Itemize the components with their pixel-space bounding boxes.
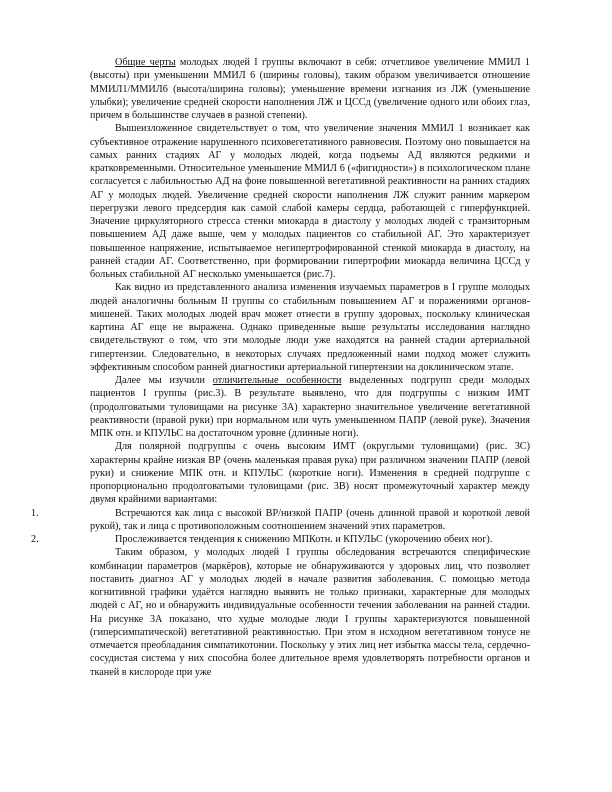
underlined-term: отличительные особенности	[212, 375, 342, 386]
numbered-list-item	[31, 507, 530, 534]
paragraph-common-features	[90, 56, 530, 122]
list-item-text: Прослеживается тенденция к снижению МПКотн. и КПУЛЬС (укорочению обеих ног).	[115, 534, 493, 545]
list-number: 2.	[31, 534, 39, 545]
paragraph-text: Как видно из представленного анализа изменения изучаемых параметров в I группе молодых людей аналогичны больным II группы со стабильным повышением АГ и поражениями органов-мишеней. Таких молодых людей врач может отнести в группу здоровых, поскольку клиническая картина АГ еще не выражена. Однако приведенные выше результаты исследования наглядно свидетельствуют о том, что эти молодые люди уже находятся на ранней стадии артериальной гипертензии. Следовательно, в некоторых случаях предложенный нами подход может служить эффективным способом ранней диагностики артериальной гипертензии на доклиническом этапе.	[90, 282, 530, 373]
underlined-term: Общие черты	[115, 57, 176, 68]
paragraph-distinctive-features	[90, 374, 530, 440]
paragraph-text: молодых людей I группы включают в себя: отчетливое увеличение ММИЛ 1 (высоты) при уменьшении ММИЛ 6 (ширины головы), таким образом увеличивается отношение ММИЛ1/ММИЛ6 (высота/ширина головы); уменьшение времени изгнания из ЛЖ (уменьшение улыбки); увеличение средней скорости наполнения ЛЖ и ЦССд (увеличение одного или обоих глаз, причем в большинстве случаев в разной степени).	[90, 57, 531, 121]
list-number: 1.	[31, 507, 39, 519]
numbered-list-item	[31, 533, 530, 546]
paragraph-conclusion: Таким образом, у молодых людей I группы обследования встречаются специфические комбинации параметров (маркёров), которые не обнаруживаются у здоровых лиц, что позволяет поставить диагноз АГ у молодых людей в начале развития заболевания. С помощью метода когнитивной графики удаётся наглядно выявить не только признаки, характерные для молодых людей с АГ, но и обнаружить индивидуальные особенности течения заболевания на ранней стадии. На рисунке 3А показано, что худые молодые люди I группы характеризуются повышенной (гиперсимпатической) вегетативной реактивностью. При этом в исходном вегетативном тонусе не отмечается преобладания симпатикотонии. Поскольку у этих лиц нет избытка массы тела, сердечно-сосудистая система у них способна более длительное время удовлетворять потребности органов и тканей в кислороде при уже	[90, 547, 530, 678]
paragraph-text: выделенных подгрупп среди молодых пациентов I группы (рис.3). В результате выявлено, что для подгруппы с низким ИМТ (продолговатыми туловищами на рисунке 3А) характерно значительное увеличение вегетативной реактивности (правой руки) при нормальном или чуть уменьшенном ПАПР (левой руке). Значения МПК отн. и КПУЛЬС на достаточном уровне (длинные ноги).	[90, 375, 530, 439]
paragraph-text: Далее мы изучили	[115, 375, 213, 386]
paragraph-text: Вышеизложенное свидетельствует о том, что увеличение значения ММИЛ 1 возникает как субъективное отражение нарушенного психовегетативного равновесия. Поэтому оно повышается на самых ранних стадиях АГ у молодых людей, когда подъемы АД являются редкими и кратковременными. Относительное уменьшение ММИЛ 6 («фигидности») в психологическом плане согласуется с лабильностью АД на фоне повышенной вегетативной реактивности на ранних стадиях АГ у молодых людей. Увеличение средней скорости наполнения ЛЖ служит ранним маркером перегрузки левого предсердия как самой слабой камеры сердца, работающей с гиперфункцией. Значение циркуляторного стресса стенки миокарда в диастолу у молодых людей с транзиторным повышением АД даже выше, чем у молодых пациентов со стабильной АГ. Это характеризует повышенное напряжение, испытываемое негипертрофированной стенкой миокарда в диастолу, на ранней стадии АГ. Соответственно, при формировании гипертрофии миокарда величина ЦССд у больных стабильной АГ несколько уменьшается (рис.7).	[90, 123, 530, 280]
paragraph-text: Для полярной подгруппы с очень высоким ИМТ (округлыми туловищами) (рис. 3С) характерны крайне низкая ВР (очень маленькая правая рука) при различном значении ПАПР (левой руки) и снижение МПК отн. и КПУЛЬС (короткие ноги). Изменения в средней подгруппе с пропорционально продолговатыми туловищами (рис. 3В) носят промежуточный характер между двумя крайними вариантами:	[90, 441, 530, 506]
list-item-text: Встречаются как лица с высокой ВР/низкой ПАПР (очень длинной правой и короткой левой рукой), так и лица с противоположным соотношением значений этих параметров.	[90, 507, 530, 532]
